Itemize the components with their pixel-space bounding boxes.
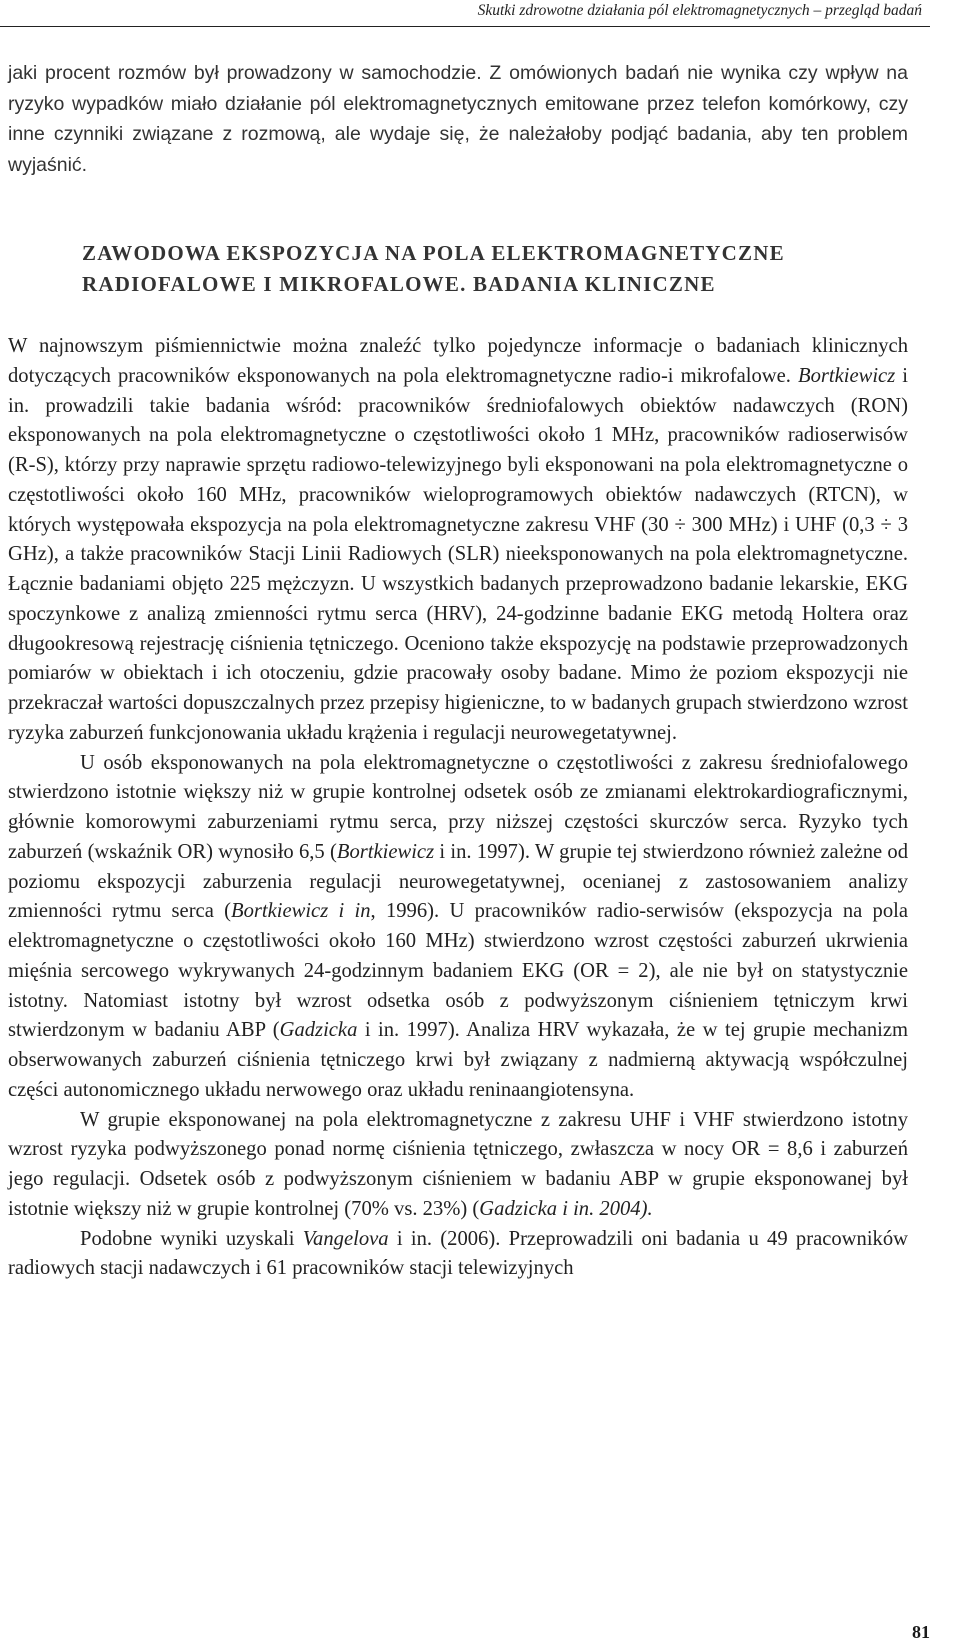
intro-paragraph: jaki procent rozmów był prowadzony w samochodzie. Z omówionych badań nie wynika czy wpływ na ryzyko wypadków miało działanie pól elektromagnetycznych emitowane przez telefon komórkowy, czy inne czynniki związane z rozmową, ale wydaje się, że należałoby podjąć badania, aby ten problem wyjaśnić. xyxy=(8,62,908,176)
paragraph-2-text-c: , 1996). U pracowników radio-serwisów (ekspozycja na pola elektromagnetyczne o częstotliwości około 160 MHz) stwierdzono wzrost częstości zaburzeń ukrwienia mięśnia sercowego wykrywanych 24-godzinnym badaniem EKG (OR = 2), ale nie był on statystycznie istotny. Natomiast istotny był wzrost odsetka osób z podwyższonym ciśnieniem tętniczym krwi stwierdzonym w badaniu ABP ( xyxy=(8,900,909,1042)
citation-author: Bortkiewicz i in xyxy=(230,900,371,923)
header-rule xyxy=(0,26,930,27)
paragraph-4-text-b: i in. (2006). Przeprowadzili oni badania u 49 pracowników radiowych stacji nadawczych i 61 pracowników stacji telewizyjnych xyxy=(8,1227,909,1280)
citation-author: Bortkiewicz xyxy=(797,364,896,387)
page-number: 81 xyxy=(912,1622,930,1642)
paragraph-2-text-d: i in. 1997). Analiza HRV wykazała, że w tej grupie mechanizm obserwowanych zaburzeń ciśnienia tętniczego krwi był związany z nadmierną aktywacją współczulnej części autonomicznego układu nerwowego oraz układu reninaangiotensyna. xyxy=(8,1019,908,1101)
paragraph-4-text-a: Podobne wyniki uzyskali xyxy=(80,1227,303,1250)
paragraph-2-text-b: i in. 1997). W grupie tej stwierdzono również zależne od poziomu ekspozycji zaburzenia regulacji neurowegetatywnej, ocenianej z zastosowaniem analizy zmienności rytmu serca ( xyxy=(8,840,908,923)
citation-author: Gadzicka i in. 2004). xyxy=(479,1197,653,1220)
running-header: Skutki zdrowotne działania pól elektromagnetycznych – przegląd badań xyxy=(477,2,922,19)
paragraph-4 xyxy=(8,1225,908,1285)
paragraph-1-text-b: i in. prowadzili takie badania wśród: pracowników średniofalowych obiektów nadawczych (RON) eksponowanych na pola elektromagnetyczne o częstotliwości około 1 MHz, pracowników radioserwisów (R-S), którzy przy naprawie sprzętu radiowo-telewizyjnego byli eksponowani na pola elektromagnetyczne o częstotliwości około 160 MHz, pracowników wieloprogramowych obiektów nadawczych (RTCN), w których występowała ekspozycja na pola elektromagnetyczne zakresu VHF (30 ÷ 300 MHz) i UHF (0,3 ÷ 3 GHz), a także pracowników Stacji Linii Radiowych (SLR) nieeksponowanych na pola elektromagnetyczne. Łącznie badaniami objęto 225 mężczyzn. U wszystkich badanych przeprowadzono badanie lekarskie, EKG spoczynkowe z analizą zmienności rytmu serca (HRV), 24-godzinne badanie EKG metodą Holtera oraz długookresową rejestrację ciśnienia tętniczego. Oceniono także ekspozycję na podstawie przeprowadzonych pomiarów w obiektach i ich otoczeniu, gdzie pracowały osoby badane. Mimo że poziom ekspozycji nie przekraczał wartości dopuszczalnych przez przepisy higieniczne, to w badanych grupach stwierdzono wzrost ryzyka zaburzeń funkcjonowania układu krążenia i regulacji neurowegetatywnej. xyxy=(8,364,908,744)
paragraph-2-text-a: U osób eksponowanych na pola elektromagnetyczne o częstotliwości z zakresu średniofalowego stwierdzono istotnie większy niż w grupie kontrolnej odsetek osób ze zmianami elektrokardiograficznymi, głównie komorowymi zaburzeniami rytmu serca, przy niższej częstości skurczów serca. Ryzyko tych zaburzeń (wskaźnik OR) wynosiło 6,5 ( xyxy=(8,751,908,863)
section-heading: ZAWODOWA EKSPOZYCJA NA POLA ELEKTROMAGNETYCZNE RADIOFALOWE I MIKROFALOWE. BADANIA KLINICZNE xyxy=(82,241,785,296)
paragraph-3 xyxy=(8,1106,908,1225)
body-text xyxy=(8,332,908,1284)
paragraph-1-text-a: W najnowszym piśmiennictwie można znaleźć tylko pojedyncze informacje o badaniach klinicznych dotyczących pracowników eksponowanych na pola elektromagnetyczne radio-i mikrofalowe. xyxy=(8,335,908,387)
paragraph-3-text-a: W grupie eksponowanej na pola elektromagnetyczne z zakresu UHF i VHF stwierdzono istotny wzrost ryzyka podwyższonego ponad normę ciśnienia tętniczego, zwłaszcza w nocy OR = 8,6 i zaburzeń jego regulacji. Odsetek osób z podwyższonym ciśnieniem w badaniu ABP w grupie eksponowanej był istotnie większy niż w grupie kontrolnej (70% vs. 23%) ( xyxy=(8,1108,908,1220)
citation-author: Vangelova xyxy=(302,1227,389,1250)
citation-author: Gadzicka xyxy=(279,1019,358,1042)
citation-author: Bortkiewicz xyxy=(336,840,435,863)
paragraph-1 xyxy=(8,332,908,749)
paragraph-2 xyxy=(8,749,908,1106)
